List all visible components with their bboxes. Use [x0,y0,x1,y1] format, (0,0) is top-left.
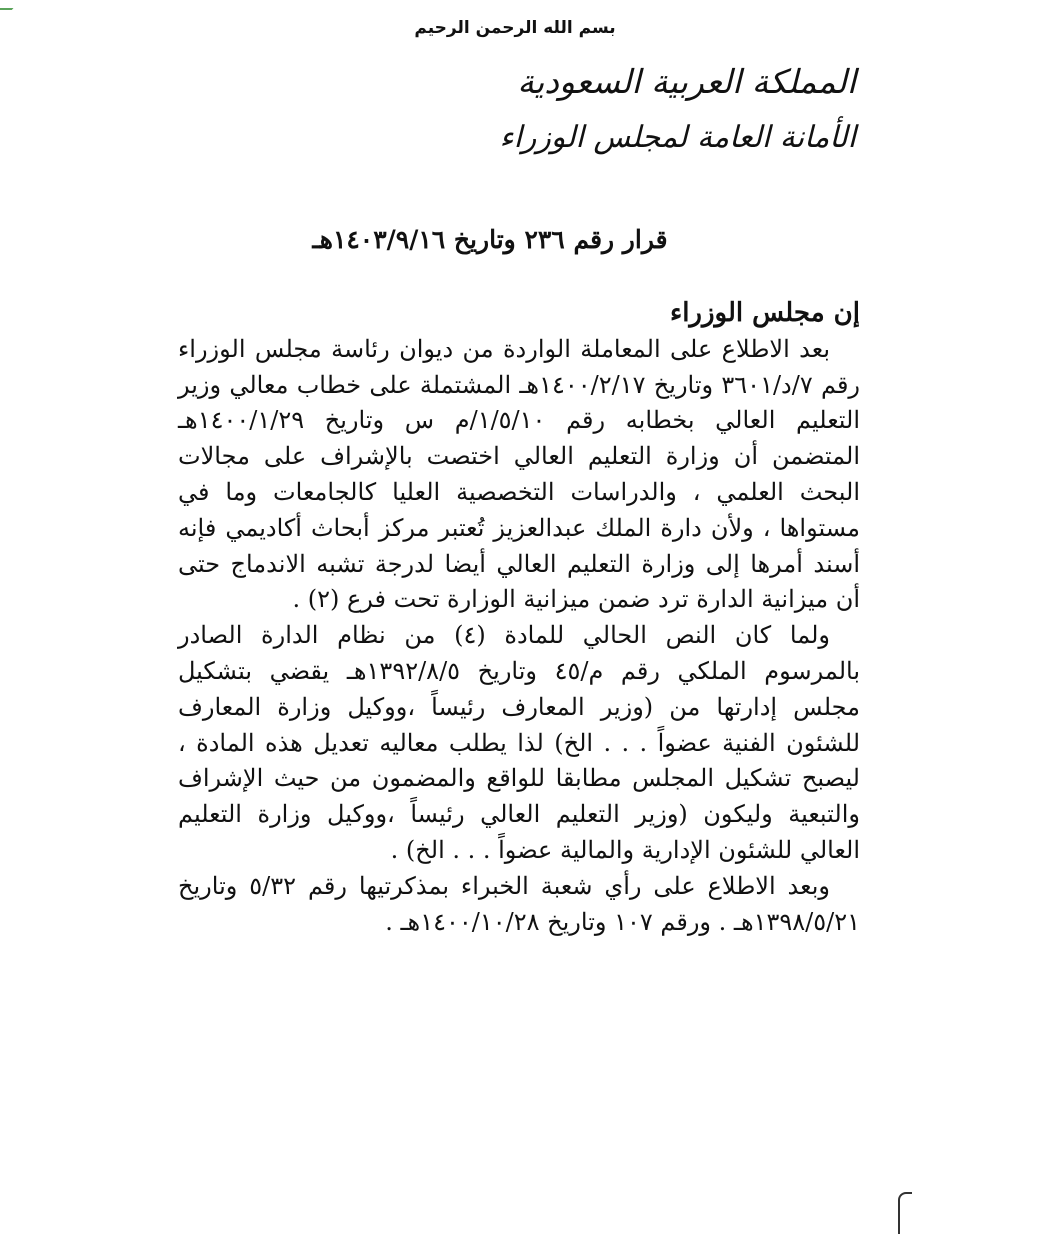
body-paragraph: بعد الاطلاع على المعاملة الواردة من ديوان رئاسة مجلس الوزراء رقم ٧/د/٣٦٠١ وتاريخ ١٤٠٠/٢/١٧هـ المشتملة على خطاب معالي وزير التعليم العالي بخطابه رقم ١/٥/١٠/م س وتاريخ ١٤٠٠/١/٢٩هـ المتضمن أن وزارة التعليم العالي اختصت بالإشراف على مجالات البحث العلمي ، والدراسات التخصصية العليا كالجامعات وما في مستواها ، ولأن دارة الملك عبدالعزيز تُعتبر مركز أبحاث أكاديمي فإنه أسند أمرها إلى وزارة التعليم العالي أيضا لدرجة تشبه الاندماج حتى أن ميزانية الدارة ترد ضمن ميزانية الوزارة تحت فرع (٢) . [178,334,861,614]
corner-scan-mark [0,0,20,10]
decision-title: قرار رقم ٢٣٦ وتاريخ ١٤٠٣/٩/١٦هـ [312,225,668,254]
basmala: بسم الله الرحمن الرحيم [414,18,616,38]
document-body [178,296,860,940]
body-paragraph: ولما كان النص الحالي للمادة (٤) من نظام الدارة الصادر بالمرسوم الملكي رقم م/٤٥ وتاريخ ١٣٩٢/٨/٥هـ يقضي بتشكيل مجلس إدارتها من (وزير المعارف رئيساً ،ووكيل وزارة المعارف للشئون الفنية عضواً . . . الخ) لذا يطلب معاليه تعديل هذه المادة ، ليصبح تشكيل المجلس مطابقا للواقع والمضمون من حيث الإشراف والتبعية وليكون (وزير التعليم العالي رئيساً ،ووكيل وزارة التعليم العالي للشئون الإدارية والمالية عضواً . . . الخ) . [178,621,860,864]
letterhead-secretariat: الأمانة العامة لمجلس الوزراء [499,120,856,155]
body-paragraph: وبعد الاطلاع على رأي شعبة الخبراء بمذكرتيها رقم ٥/٣٢ وتاريخ ١٣٩٨/٥/٢١هـ . ورقم ١٠٧ وتاريخ ١٤٠٠/١٠/٢٨هـ . [178,871,860,936]
letterhead-kingdom: المملكة العربية السعودية [517,62,856,101]
body-heading: إن مجلس الوزراء [669,298,860,328]
letterhead [496,58,856,162]
page-edge-mark [898,1192,912,1234]
